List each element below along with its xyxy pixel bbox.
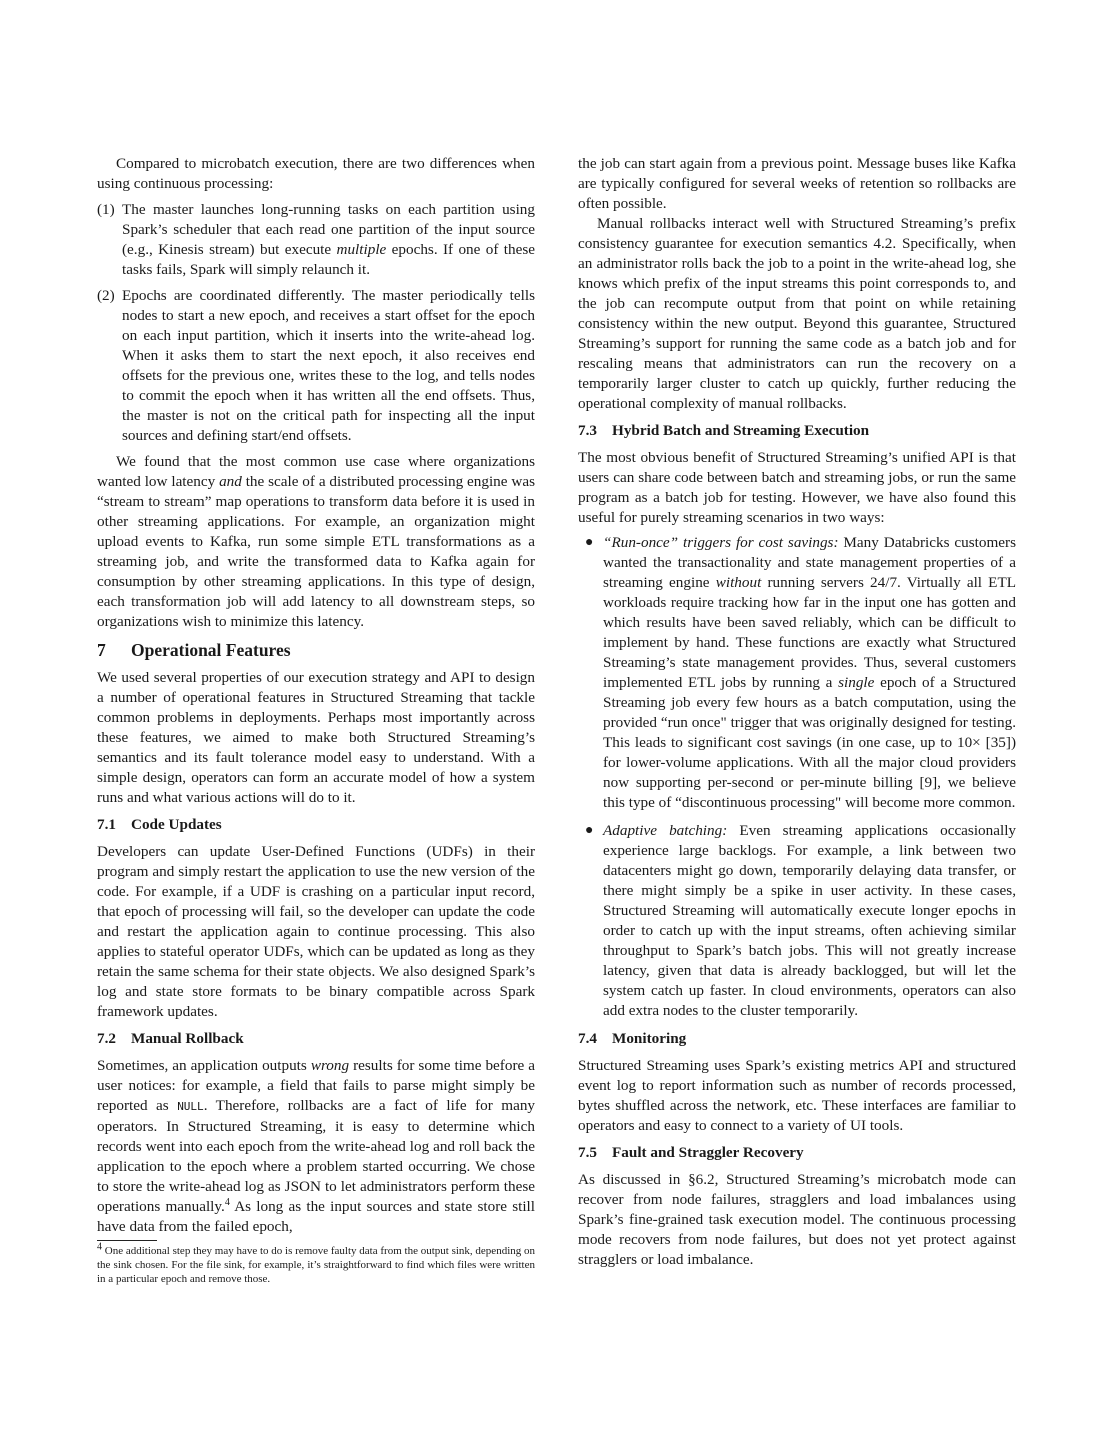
code-text: NULL [177, 1100, 204, 1113]
bullet-icon: ● [585, 823, 594, 838]
text-run: Even streaming applications occasionally experience large backlogs. For example, a link between two datacenters might go down, temporarily delaying data transfer, or there might simply be a spike in user activity. In these cases, Structured Streaming will automatically execute longer epochs in order to catch up with the input streams, often achieving similar throughput to Spark’s batch jobs. This will not greatly increase latency, given that data is already backlogged, but will let the system catch up faster. In cloud environments, operators can also add extra nodes to the cluster temporarily. [603, 822, 1017, 1019]
section-7-3-paragraph: The most obvious benefit of Structured Streaming’s unified API is that users can share code between batch and streaming jobs, or run the same program as a batch job for testing. However, we have also found this useful for purely streaming scenarios in two ways: [578, 449, 1016, 526]
section-number: 7.1 [97, 816, 116, 833]
footnote [97, 1241, 536, 1286]
intro-paragraph: Compared to microbatch execution, there are two differences when using continuous processing: [97, 155, 535, 192]
footnote-mark: 4 [97, 1241, 102, 1253]
section-title: Manual Rollback [131, 1030, 244, 1047]
section-7-5-heading [578, 1143, 1016, 1163]
list-item [578, 821, 1016, 1021]
emphasis-text: wrong [310, 1057, 350, 1074]
footnote-marker: 4 [224, 1196, 230, 1208]
section-7-paragraph: We used several properties of our execution strategy and API to design a number of operational features in Structured Streaming that tackle common problems in deployments. Perhaps most importantly across these features, we aimed to make both Structured Streaming’s semantics and its fault tolerance model easy to understand. With a simple design, operators can form an accurate model of how a system runs and what various actions will do to it. [97, 669, 535, 806]
footnote-divider [97, 1240, 157, 1241]
section-title: Operational Features [131, 640, 291, 660]
section-title: Fault and Straggler Recovery [612, 1144, 804, 1161]
emphasis-text: multiple [336, 241, 387, 258]
section-7-5-paragraph: As discussed in §6.2, Structured Streaming’s microbatch mode can recover from node failures, stragglers and load imbalances using Spark’s fine-grained task execution model. The continuous processing mode recovers from node failures, but does not yet protect against stragglers or load imbalance. [578, 1171, 1016, 1268]
section-7-heading [97, 639, 535, 661]
usecase-paragraph: We found that the most common use case where organizations wanted low latency and the scale of a distributed processing engine was “stream to stream” map operations to transform data before it is used in other streaming applications. For example, an organization might upload events to Kafka, run some simple ETL transformations as a streaming job, and write the transformed data to Kafka again for consumption by other streaming applications. In this type of design, each transformation job will add latency to all downstream steps, so organizations wish to minimize this latency. [97, 453, 535, 630]
section-title: Monitoring [612, 1030, 687, 1047]
text-run: Many Databricks customers wanted the transactionality and state management properties of a streaming engine [603, 534, 1016, 591]
emphasis-text: and [219, 473, 242, 490]
section-title: Hybrid Batch and Streaming Execution [612, 422, 870, 439]
text-run: running servers 24/7. Virtually all ETL workloads require tracking how far in the input one has gotten and which results have been saved reliably, which can be difficult to implement by hand. These functions are exactly what Structured Streaming’s state management provides. Thus, several customers implemented ETL jobs by running a [603, 574, 1017, 691]
manual-rollback-paragraph: Manual rollbacks interact well with Structured Streaming’s prefix consistency guarantee for execution semantics 4.2. Specifically, when an administrator rolls back the job to a point in the write-ahead log, she knows which prefix of the input streams this point corresponds to, and the job can recompute output from that point on while retaining consistency within the new output. Beyond this guarantee, Structured Streaming’s support for running the same code as a batch job and for rescaling means that administrators can run the recovery on a temporarily larger cluster to catch up quickly, further reducing the operational complexity of manual rollbacks. [578, 215, 1016, 412]
section-7-2-paragraph [97, 1056, 535, 1237]
bullet-list [578, 533, 1016, 1021]
list-item-label: (1) [97, 201, 115, 218]
right-column [578, 154, 1016, 1270]
list-item [97, 286, 535, 446]
list-item [97, 200, 535, 280]
emphasis-text: without [715, 574, 762, 591]
section-7-2-heading [97, 1029, 535, 1049]
section-number: 7.5 [578, 1144, 597, 1161]
text-run: As long as the input sources and state store still have data from the failed epoch, [97, 1198, 535, 1235]
section-7-1-paragraph: Developers can update User-Defined Functions (UDFs) in their program and simply restart the application to use the new version of the code. For example, if a UDF is crashing on a particular input record, that epoch of processing will fail, so the developer can update the code and restart the application again to continue processing. This also applies to stateful operator UDFs, which can be updated as long as they retain the same schema for their state objects. We also designed Spark’s log and state store formats to be binary compatible across Spark framework updates. [97, 843, 535, 1020]
section-number: 7.4 [578, 1030, 597, 1047]
section-7-4-heading [578, 1029, 1016, 1049]
text-run: . Therefore, rollbacks are a fact of life for many operators. In Structured Streaming, it is easy to determine which records went into each epoch from the write-ahead log and roll back the application to the epoch where a problem started occurring. We chose to store the write-ahead log as JSON to let administrators perform these operations manually. [97, 1097, 536, 1215]
text-run: Sometimes, an application outputs [97, 1057, 307, 1074]
text-run: results for some time before a user notices: for example, a field that fails to parse might simply be reported as [97, 1057, 535, 1114]
section-number: 7 [97, 640, 106, 660]
left-column [97, 154, 535, 1237]
list-item-label: (2) [97, 287, 115, 304]
text-run: epoch of a Structured Streaming job every few hours as a batch computation, using the provided “run once" trigger that was originally designed for testing. This leads to significant cost savings (in one case, up to 10× [35]) for lower-volume applications. With all the major cloud providers now supporting per-second or per-minute billing [9], we believe this type of “discontinuous processing" will become more common. [603, 674, 1017, 811]
differences-list [97, 200, 535, 446]
section-title: Code Updates [131, 816, 222, 833]
section-7-3-heading [578, 421, 1016, 441]
footnote-text: One additional step they may have to do is remove faulty data from the output sink, depending on the sink chosen. For the file sink, for example, it’s straightforward to find which files were written in a particular epoch and remove those. [97, 1245, 536, 1285]
list-item-text: Epochs are coordinated differently. The master periodically tells nodes to start a new epoch, and receives a start offset for the epoch on each input partition, which it inserts into the write-ahead log. When it asks them to start the next epoch, it also receives end offsets for the previous one, writes these to the log, and tells nodes to commit the epoch when it has written all the end offsets. Thus, the master is not on the critical path for inspecting all the input sources and defining start/end offsets. [122, 287, 535, 444]
bullet-icon: ● [585, 535, 594, 550]
emphasis-text: single [838, 674, 875, 691]
list-item-text: The master launches long-running tasks on each partition using Spark’s scheduler that each read one partition of the input source (e.g., Kinesis stream) but execute multiple epochs. If one of these tasks fails, Spark will simply relaunch it. [122, 201, 535, 278]
continued-paragraph: the job can start again from a previous point. Message buses like Kafka are typically configured for several weeks of retention so rollbacks are often possible. [578, 155, 1016, 212]
section-7-1-heading [97, 815, 535, 835]
list-item [578, 533, 1016, 813]
bullet-lead: “Run-once” triggers for cost savings: [603, 534, 839, 551]
section-7-4-paragraph: Structured Streaming uses Spark’s existing metrics API and structured event log to report information such as number of records processed, bytes shuffled across the network, etc. These interfaces are familiar to operators and easy to connect to a variety of UI tools. [578, 1057, 1016, 1134]
bullet-lead: Adaptive batching: [603, 822, 728, 839]
section-number: 7.2 [97, 1030, 116, 1047]
section-number: 7.3 [578, 422, 597, 439]
